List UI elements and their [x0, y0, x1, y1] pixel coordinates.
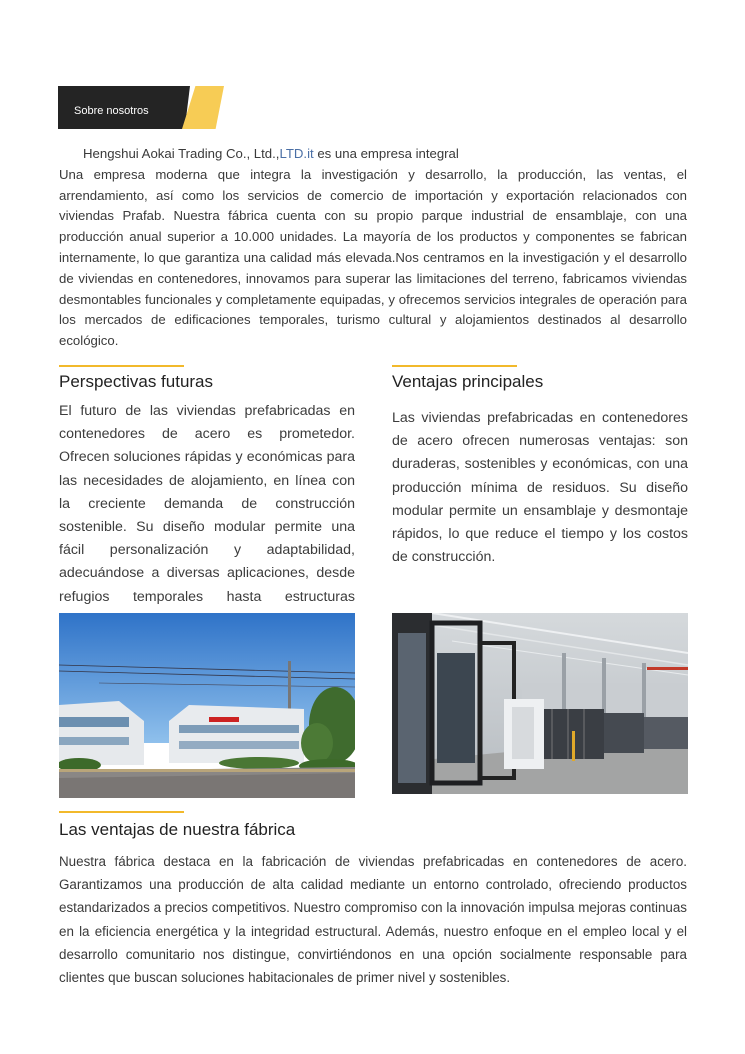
factory-interior-photo	[392, 613, 688, 794]
left-section-title: Perspectivas futuras	[59, 372, 214, 391]
bottom-section-rule	[59, 811, 184, 813]
intro-first-line	[59, 144, 687, 165]
intro-paragraph	[59, 144, 687, 352]
left-section-rule	[59, 365, 184, 367]
left-section-text: El futuro de las viviendas prefabricadas en contenedores de acero es prometedor. Ofrecen soluciones rápidas y económicas para las necesidades de alojamiento, en línea con la creciente demanda de construcción sostenible. Su diseño modular permite una fácil personalización y adaptabilidad, adecuándose a diversas aplicaciones, desde refugios temporales hasta estructuras	[59, 403, 355, 605]
header-tab-label: Sobre nosotros	[74, 105, 149, 117]
intro-body: Una empresa moderna que integra la investigación y desarrollo, la producción, las ventas, el arrendamiento, así como los servicios de comercio de importación y exportación relacionados con viviendas Prafab. Nuestra fábrica cuenta con su propio parque industrial de ensamblaje, con una producción anual superior a 10.000 unidades. La mayoría de los productos y componentes se fabrican internamente, lo que garantiza una calidad más elevada.Nos centramos en la investigación y el desarrollo de viviendas en contenedores, innovamos para superar las limitaciones del terreno, fabricamos viviendas desmontables funcionales y completamente equipadas, y ofrecemos servicios integrales de operación para los mercados de edificaciones temporales, turismo cultural y alojamientos destinados al desarrollo ecológico.	[59, 166, 687, 349]
bottom-section-title: Las ventajas de nuestra fábrica	[59, 820, 296, 839]
factory-exterior-photo	[59, 613, 355, 798]
right-section-text: Las viviendas prefabricadas en contenedores de acero ofrecen numerosas ventajas: son duraderas, sostenibles y económicas, con una producción mínima de residuos. Su diseño modular permite un ensamblaje y desmontaje rápidos, lo que reduce el tiempo y los costos de construcción.	[392, 410, 688, 566]
company-name: Hengshui Aokai Trading Co., Ltd.,	[83, 146, 280, 161]
company-suffix: LTD.it	[279, 146, 314, 161]
bottom-section-text: Nuestra fábrica destaca en la fabricación de viviendas prefabricadas en contenedores de acero. Garantizamos una producción de alta calidad mediante un entorno controlado, ofreciendo productos estandarizados a precios competitivos. Nuestro compromiso con la innovación impulsa mejoras continuas en la eficiencia energética y la integridad estructural. Además, nuestro enfoque en el empleo local y el desarrollo comunitario nos distingue, convirtiéndonos en una opción socialmente responsable para clientes que buscan soluciones habitacionales de primer nivel y sostenibles.	[59, 854, 687, 986]
intro-first-rest: es una empresa integral	[313, 146, 459, 161]
right-section-title: Ventajas principales	[392, 372, 544, 391]
right-section-rule	[392, 365, 517, 367]
section-header-tab	[58, 86, 224, 129]
